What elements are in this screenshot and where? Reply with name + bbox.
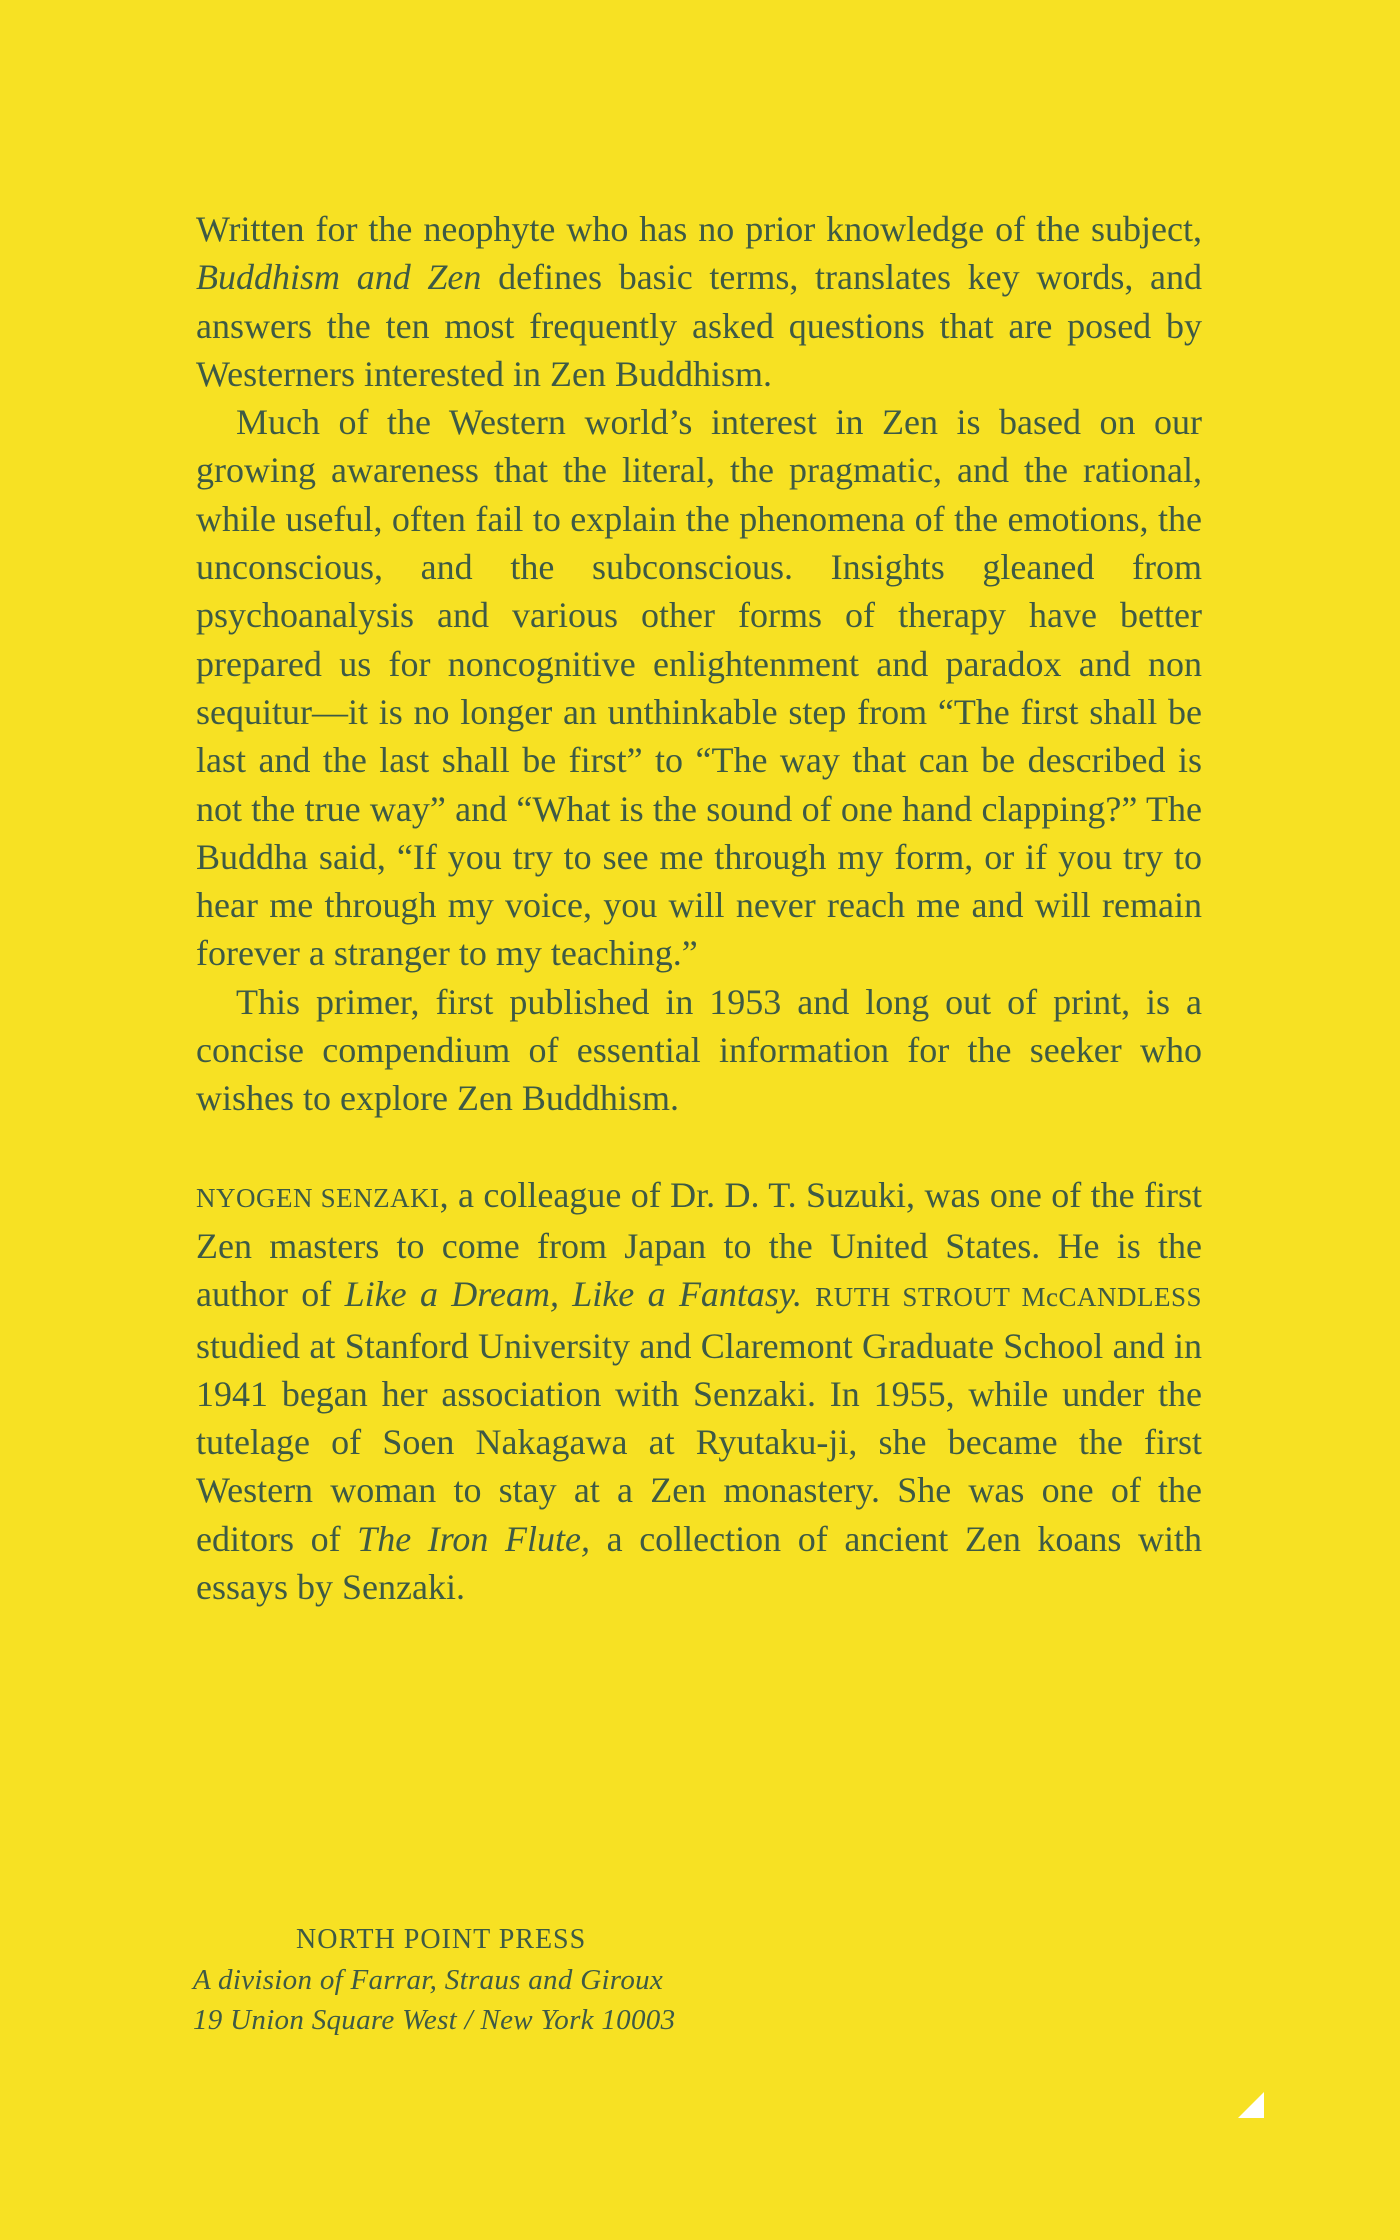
publisher-division: A division of Farrar, Straus and Giroux	[193, 1964, 664, 1996]
author-bio-mccandless-end: a collection of ancient Zen koans with essays by Senzaki.	[196, 1518, 1203, 1608]
author-bios	[196, 1171, 1202, 1612]
publisher-name: NORTH POINT PRESS	[296, 1924, 587, 1955]
corner-triangle-icon	[1238, 2092, 1264, 2118]
author-name-mccandless: RUTH STROUT McCANDLESS	[815, 1282, 1203, 1313]
blurb-paragraph-1	[196, 205, 1202, 398]
blurb-text: Written for the neophyte who has no prior knowledge of the subject,	[196, 209, 1202, 249]
publisher-address: 19 Union Square West / New York 10003	[193, 2004, 676, 2036]
book-title: Buddhism and Zen	[196, 257, 482, 298]
blurb-text: defines basic terms, translates key words, and answers the ten most frequently asked questions that are posed by Westerners interested in Zen Buddhism.	[196, 257, 1202, 394]
author-bio-senzaki: , a colleague of Dr. D. T. Suzuki, was one of the first Zen masters to come from Japan to the United States. He is the author of	[196, 1174, 1202, 1315]
author-name-senzaki: NYOGEN SENZAKI	[196, 1182, 440, 1213]
cover-copy	[196, 205, 1202, 1611]
author-book-mccandless: The Iron Flute,	[357, 1518, 591, 1559]
blurb-paragraph-2: Much of the Western world’s interest in Zen is based on our growing awareness that the literal, the pragmatic, and the rational, while useful, often fail to explain the phenomena of the emotions, the unconscious, and the subconscious. Insights gleaned from psychoanalysis and various other forms of therapy have better prepared us for noncognitive enlightenment and paradox and non sequitur—it is no longer an unthinkable step from “The first shall be last and the last shall be first” to “The way that can be described is not the true way” and “What is the sound of one hand clapping?” The Buddha said, “If you try to see me through my form, or if you try to hear me through my voice, you will never reach me and will remain forever a stranger to my teaching.”	[196, 402, 1202, 974]
blurb-paragraph-3: This primer, first published in 1953 and long out of print, is a concise compendium of essential information for the seeker who wishes to explore Zen Buddhism.	[196, 981, 1202, 1119]
author-bio-mccandless: studied at Stanford University and Claremont Graduate School and in 1941 began her association with Senzaki. In 1955, while under the tutelage of Soen Nakagawa at Ryutaku-ji, she became the first Western woman to stay at a Zen monastery. She was one of the editors of	[196, 1325, 1202, 1559]
author-book-senzaki: Like a Dream, Like a Fantasy.	[344, 1274, 802, 1315]
publisher-imprint	[193, 1920, 893, 2040]
